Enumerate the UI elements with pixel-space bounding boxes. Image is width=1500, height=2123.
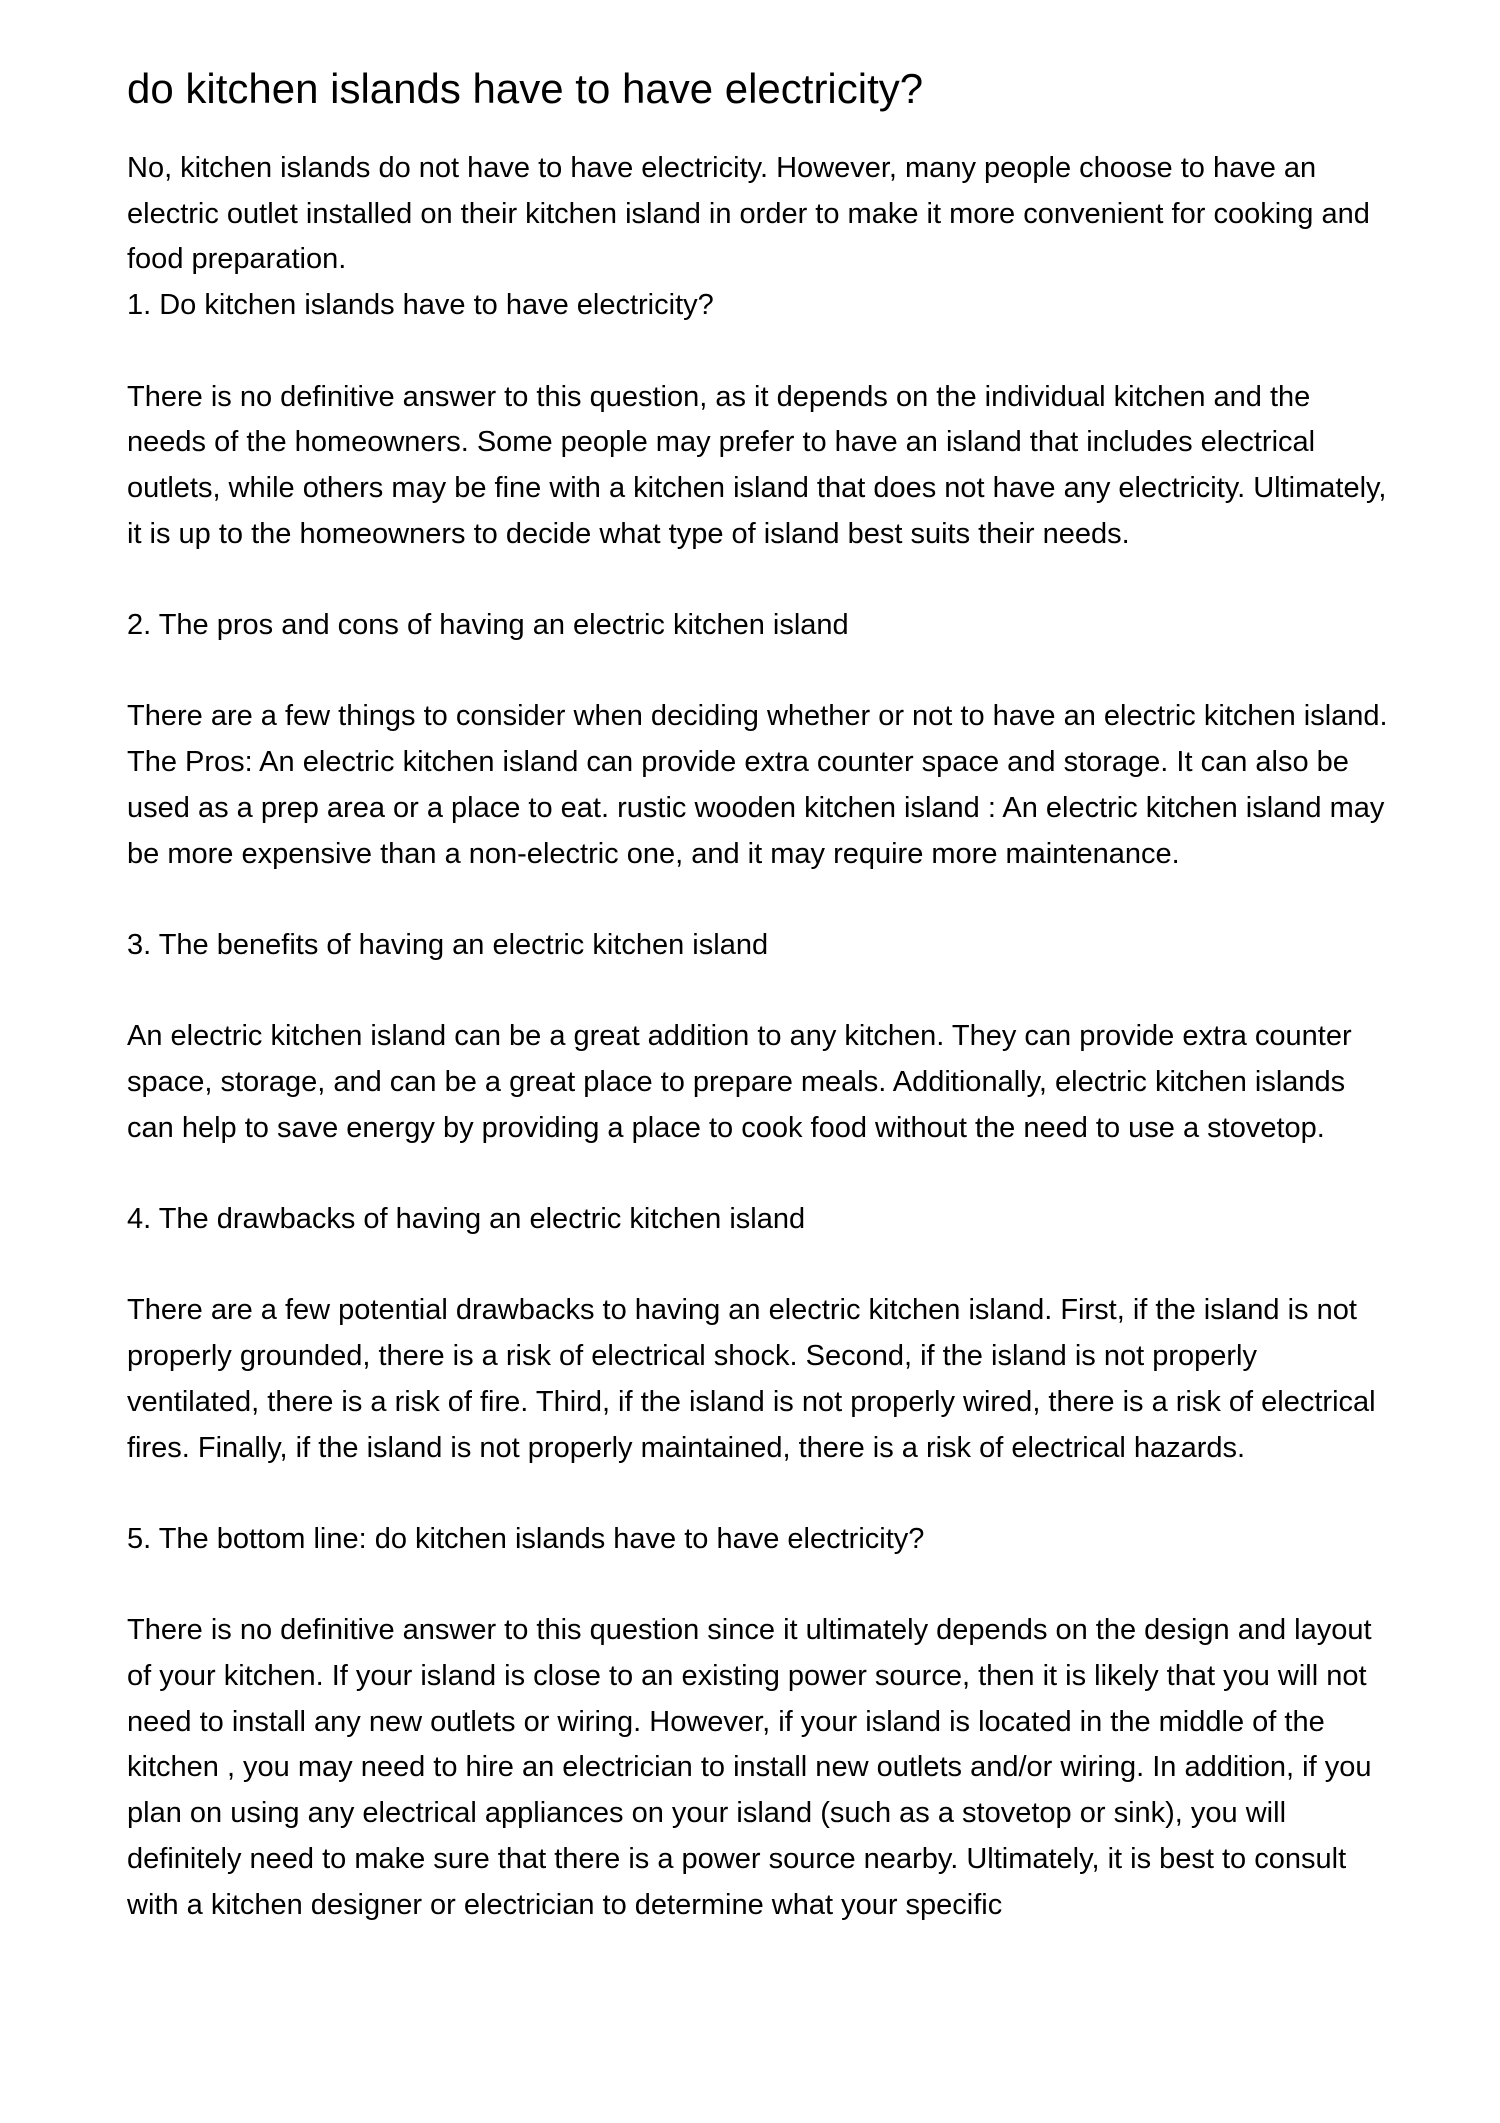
paragraph-spacer [127, 557, 1397, 603]
intro-paragraph: No, kitchen islands do not have to have electricity. However, many people choose to have an electric outlet installed on their kitchen island in order to make it more convenient for cooking and food preparation. [127, 152, 1370, 276]
section-body-2: There are a few things to consider when deciding whether or not to have an electric kitchen island. The Pros: An electric kitchen island can provide extra counter space and storage. It can also be used as a prep area or a place to eat. rustic wooden kitchen island : An electric kitchen island may be more expensive than a non-electric one, and it may require more maintenance. [127, 700, 1388, 870]
section-heading-3: 3. The benefits of having an electric kitchen island [127, 928, 769, 961]
paragraph-spacer [127, 877, 1397, 923]
section-body-3: An electric kitchen island can be a great addition to any kitchen. They can provide extra counter space, storage, and can be a great place to prepare meals. Additionally, electric kitchen islands can help to save energy by providing a place to cook food without the need to use a stovetop. [127, 1020, 1352, 1144]
paragraph-spacer [127, 969, 1397, 1015]
section-heading-1: 1. Do kitchen islands have to have electricity? [127, 289, 714, 322]
paragraph-spacer [127, 329, 1397, 375]
section-body-1: There is no definitive answer to this question, as it depends on the individual kitchen and the needs of the homeowners. Some people may prefer to have an island that includes electrical outlets, while others may be fine with a kitchen island that does not have any electricity. Ultimately, it is up to the homeowners to decide what type of island best suits their needs. [127, 380, 1387, 550]
document-page [127, 62, 1397, 1928]
section-heading-2: 2. The pros and cons of having an electric kitchen island [127, 609, 849, 641]
section-body-5: There is no definitive answer to this question since it ultimately depends on the design and layout of your kitchen. If your island is close to an existing power source, then it is likely that you will not need to install any new outlets or wiring. However, if your island is located in the middle of the kitchen , you may need to hire an electrician to install new outlets and/or wiring. In addition, if you plan on using any electrical appliances on your island (such as a stovetop or sink), you will definitely need to make sure that there is a power source nearby. Ultimately, it is best to consult with a kitchen designer or electrician to determine what your specific [127, 1614, 1372, 1921]
paragraph-spacer [127, 1243, 1397, 1289]
paragraph-spacer [127, 649, 1397, 695]
section-body-4: There are a few potential drawbacks to having an electric kitchen island. First, if the island is not properly grounded, there is a risk of electrical shock. Second, if the island is not properly ventilated, there is a risk of fire. Third, if the island is not properly wired, there is a risk of electrical fires. Finally, if the island is not properly maintained, there is a risk of electrical hazards. [127, 1294, 1376, 1464]
page-title: do kitchen islands have to have electricity? [127, 65, 924, 112]
section-heading-4: 4. The drawbacks of having an electric kitchen island [127, 1203, 806, 1236]
paragraph-spacer [127, 1471, 1397, 1517]
paragraph-spacer [127, 1151, 1397, 1197]
section-heading-5: 5. The bottom line: do kitchen islands have to have electricity? [127, 1522, 925, 1555]
paragraph-spacer [127, 1563, 1397, 1609]
